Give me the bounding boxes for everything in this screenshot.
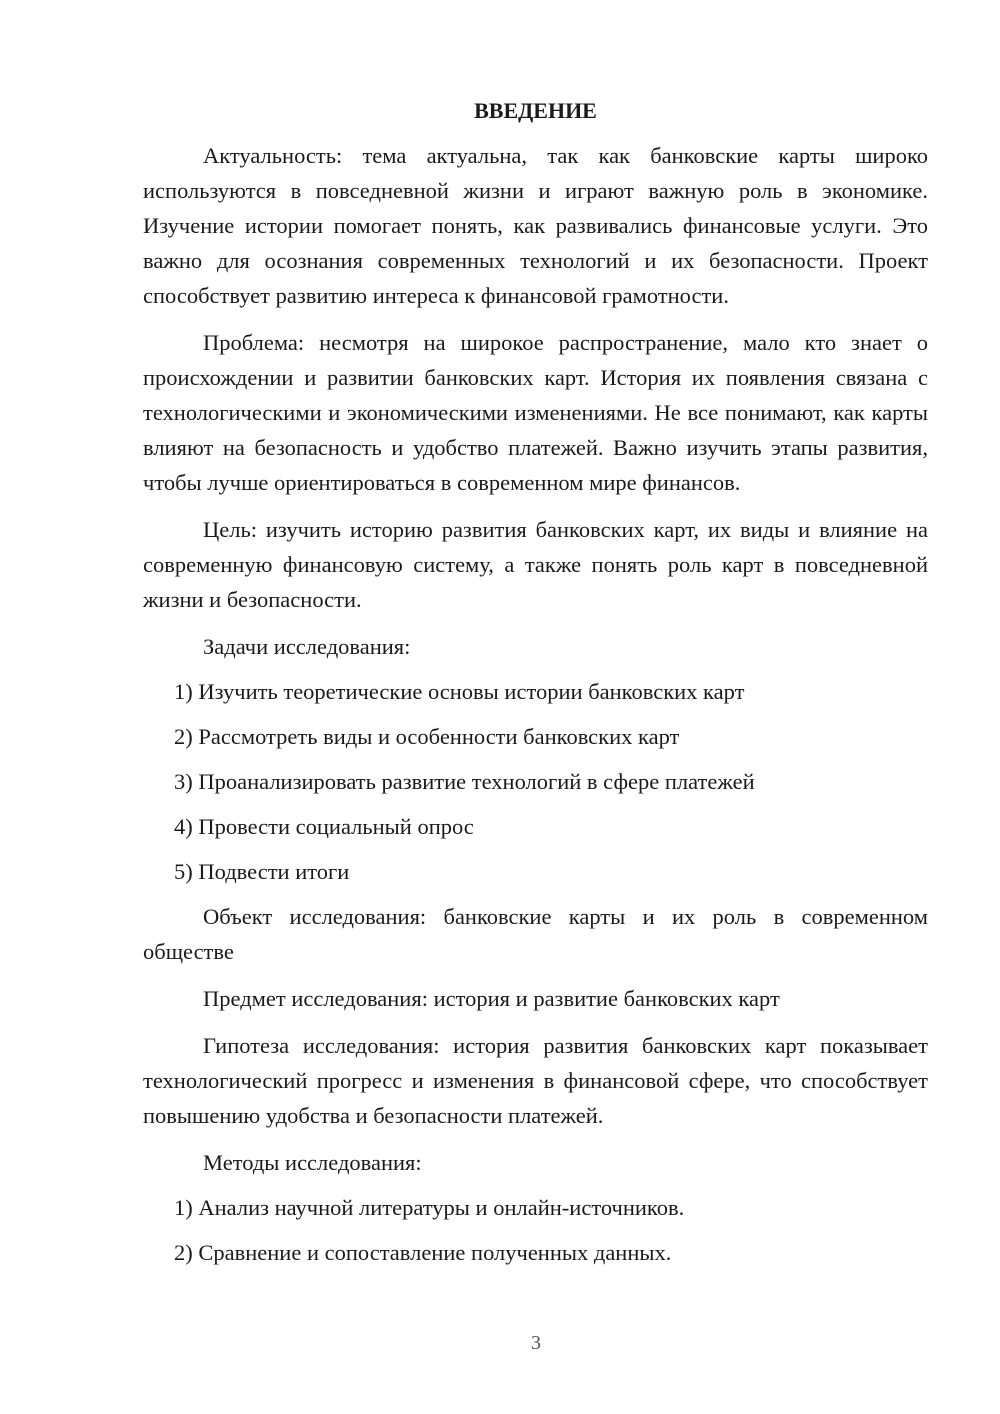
goal-paragraph: Цель: изучить историю развития банковских карт, их виды и влияние на современную финансовую систему, а также понять роль карт в повседневной жизни и безопасности. [143, 517, 928, 612]
tasks-list [143, 674, 928, 889]
task-item: 5) Подвести итоги [174, 859, 350, 884]
document-page [143, 96, 928, 1280]
relevance-paragraph: Актуальность: тема актуальна, так как банковские карты широко используются в повседневной жизни и играют важную роль в экономике. Изучение истории помогает понять, как развивались финансовые услуги. Это важно для осознания современных технологий и их безопасности. Проект способствует развитию интереса к финансовой грамотности. [143, 143, 928, 308]
subject-paragraph: Предмет исследования: история и развитие банковских карт [203, 986, 780, 1011]
hypothesis-paragraph: Гипотеза исследования: история развития банковских карт показывает технологический прогресс и изменения в финансовой сфере, что способствует повышению удобства и безопасности платежей. [143, 1033, 928, 1128]
method-item: 1) Анализ научной литературы и онлайн-источников. [174, 1195, 685, 1220]
task-item: 2) Рассмотреть виды и особенности банковских карт [174, 724, 680, 749]
task-item: 3) Проанализировать развитие технологий в сфере платежей [174, 769, 755, 794]
page-number: 3 [531, 1332, 541, 1354]
object-paragraph: Объект исследования: банковские карты и их роль в современном обществе [143, 904, 928, 964]
section-title: ВВЕДЕНИЕ [474, 98, 597, 123]
method-item: 2) Сравнение и сопоставление полученных данных. [174, 1240, 672, 1265]
task-item: 1) Изучить теоретические основы истории банковских карт [174, 679, 745, 704]
problem-paragraph: Проблема: несмотря на широкое распространение, мало кто знает о происхождении и развитии банковских карт. История их появления связана с технологическими и экономическими изменениями. Не все понимают, как карты влияют на безопасность и удобство платежей. Важно изучить этапы развития, чтобы лучше ориентироваться в современном мире финансов. [143, 330, 928, 495]
tasks-heading: Задачи исследования: [203, 634, 411, 659]
methods-list [143, 1190, 928, 1270]
methods-heading: Методы исследования: [203, 1150, 422, 1175]
task-item: 4) Провести социальный опрос [174, 814, 474, 839]
